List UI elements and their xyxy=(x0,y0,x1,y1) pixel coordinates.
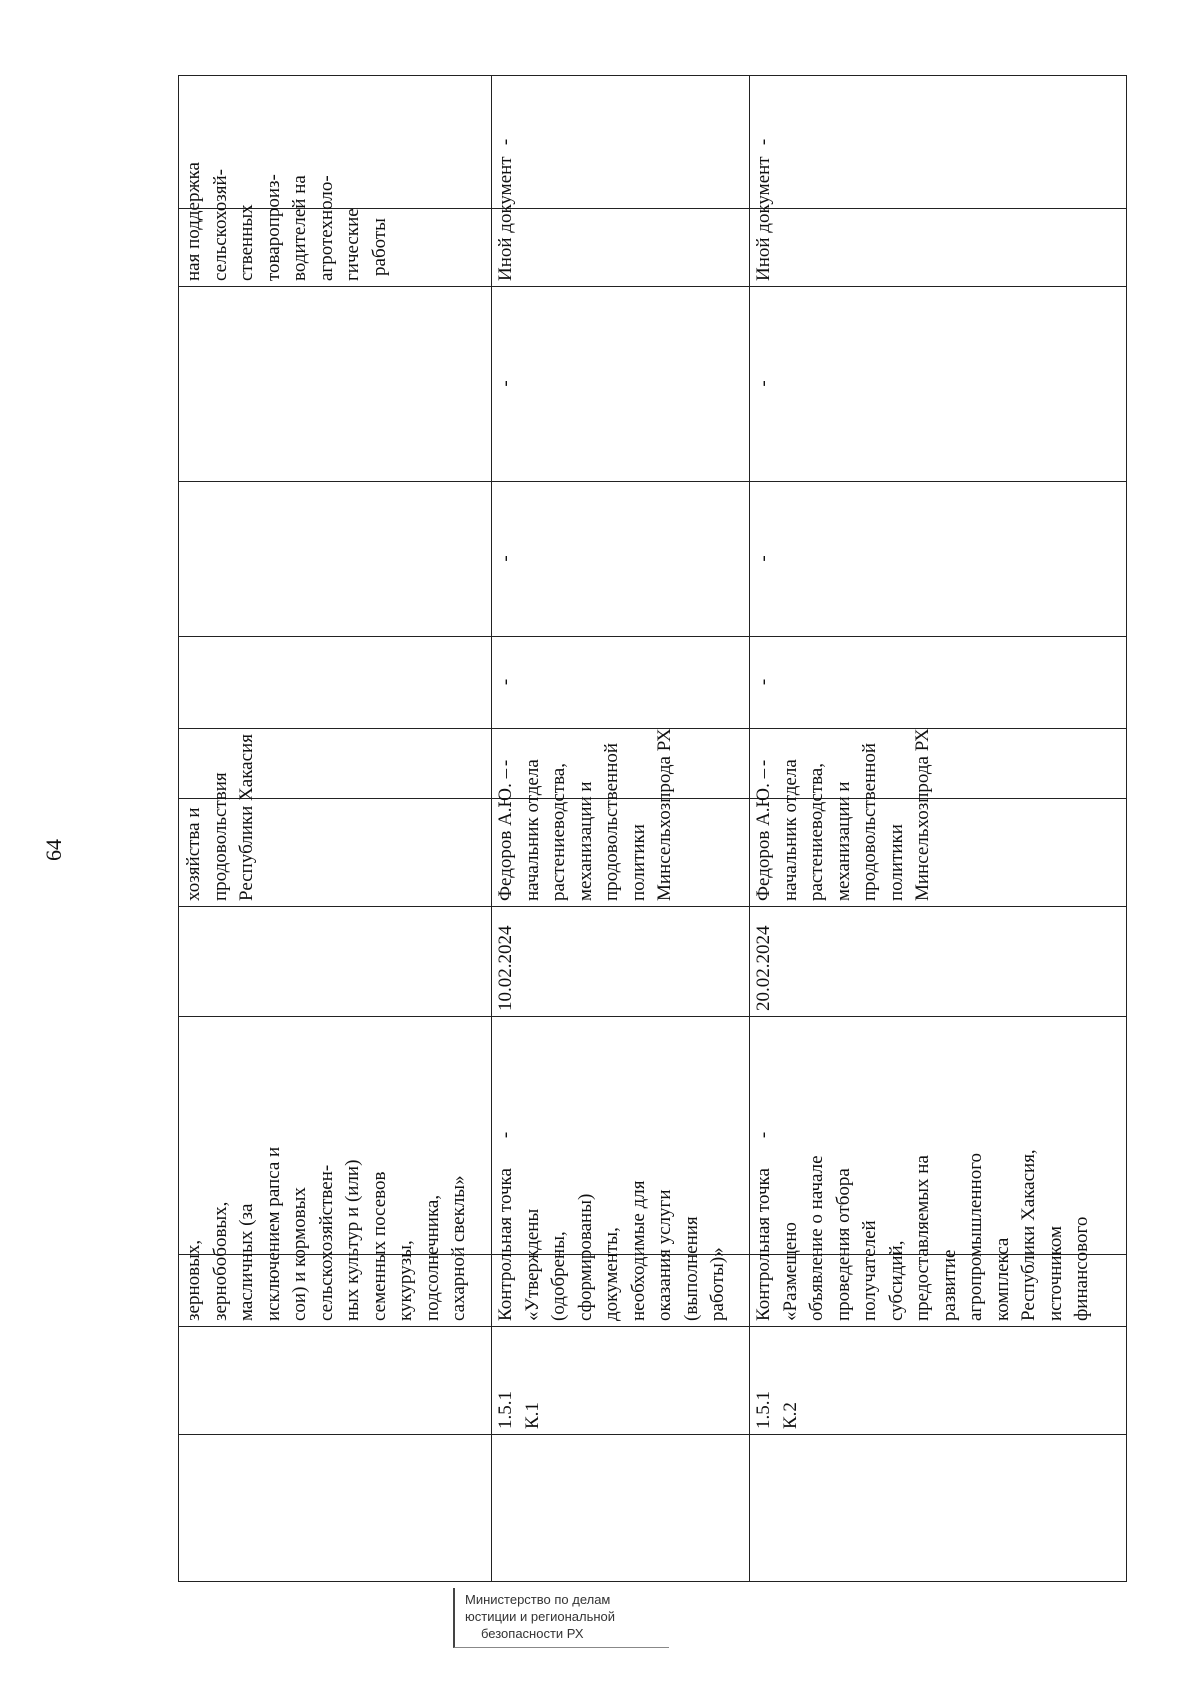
cell-text: - xyxy=(753,759,774,767)
cell-text: - xyxy=(753,555,774,562)
rotated-table xyxy=(178,75,1127,1582)
cell-text: - xyxy=(495,555,516,562)
cell-text: - xyxy=(495,1131,516,1139)
cell-text: зерновых, зернобобовых, масличных (за исключением рапса и сои) и кормовых сельскохозяйствен- ных культур и (или) семенных посевов кукурузы, подсолнечника, сахарной свеклы» xyxy=(183,1146,469,1321)
cell-text: Иной документ xyxy=(495,156,516,281)
cell-text xyxy=(179,906,491,1016)
table-cell-col-9 xyxy=(179,286,491,481)
table-cell-col-number xyxy=(749,1326,1128,1434)
cell-text: Федоров А.Ю. – начальник отдела растениеводства, механизации и продовольственной политики Минсельхозпрода РХ xyxy=(495,728,675,901)
cell-text: - xyxy=(495,759,516,767)
cell-text: - xyxy=(753,380,774,387)
cell-text xyxy=(179,481,491,636)
cell-text: - xyxy=(753,678,774,686)
cell-text: - xyxy=(753,138,774,146)
table-cell-col-8 xyxy=(491,481,749,636)
cell-text: Контрольная точка «Утверждены (одобрены, сформированы) документы, необходимые для оказания услуги (выполнения работы)» xyxy=(495,1168,728,1321)
cell-text xyxy=(179,636,491,728)
registration-stamp xyxy=(453,1588,669,1648)
page-number: 64 xyxy=(41,839,66,861)
table-cell-col-name xyxy=(491,1168,749,1326)
table-cell-col-7 xyxy=(179,636,491,728)
table-cell-col-9 xyxy=(749,286,1128,481)
cell-text: 1.5.1 К.1 xyxy=(495,1391,543,1429)
table-cell-col-status xyxy=(491,76,749,208)
table-cell-col-document xyxy=(491,156,749,286)
cell-text: - xyxy=(753,1131,774,1139)
table-cell-col-document xyxy=(179,162,491,286)
cell-text: 20.02.2024 xyxy=(753,925,774,1011)
table-cell-col-date xyxy=(179,906,491,1016)
table-cell-col-date xyxy=(749,906,1128,1016)
cell-text xyxy=(179,286,491,481)
table-cell-col-date xyxy=(491,906,749,1016)
table-cell-col-responsible xyxy=(749,728,1128,906)
table-cell-col-name xyxy=(179,1146,491,1326)
cell-text xyxy=(179,1326,491,1434)
column-separator xyxy=(179,1434,1126,1435)
stamp-line-3: безопасности РХ xyxy=(481,1626,584,1641)
table-cell-col-number xyxy=(179,1326,491,1434)
cell-text: Иной документ xyxy=(753,156,774,281)
cell-text: - xyxy=(495,678,516,686)
table-cell-col-8 xyxy=(749,481,1128,636)
cell-text: Контрольная точка «Размещено объявление о начале проведения отбора получателей субсидий, предоставляемых на развитие агропромышленного комплекса Республики Хакасия, источником финансового xyxy=(753,1149,1092,1321)
table-cell-col-7 xyxy=(491,636,749,728)
table-cell-col-document xyxy=(749,156,1128,286)
cell-text: 10.02.2024 xyxy=(495,925,516,1011)
stamp-line-1: Министерство по делам xyxy=(465,1592,611,1607)
table-cell-col-7 xyxy=(749,636,1128,728)
table-cell-col-responsible xyxy=(491,728,749,906)
table-cell-col-8 xyxy=(179,481,491,636)
cell-text: - xyxy=(495,380,516,387)
table-cell-col-status xyxy=(749,76,1128,208)
cell-text: - xyxy=(495,138,516,146)
table-cell-col-name xyxy=(749,1149,1128,1326)
cell-text: хозяйства и продовольствия Республики Хакасия xyxy=(183,734,257,901)
table-cell-col-number xyxy=(491,1326,749,1434)
cell-text: Федоров А.Ю. – начальник отдела растениеводства, механизации и продовольственной политики Минсельхозпрода РХ xyxy=(753,728,933,901)
table-cell-col-responsible xyxy=(179,734,491,906)
cell-text: ная поддержка сельскохозяй- ственных товаропроиз- водителей на агротехноло- гические работы xyxy=(183,162,390,281)
cell-text: 1.5.1 К.2 xyxy=(753,1391,801,1429)
table-cell-col-9 xyxy=(491,286,749,481)
stamp-line-2: юстиции и региональной xyxy=(465,1609,616,1624)
